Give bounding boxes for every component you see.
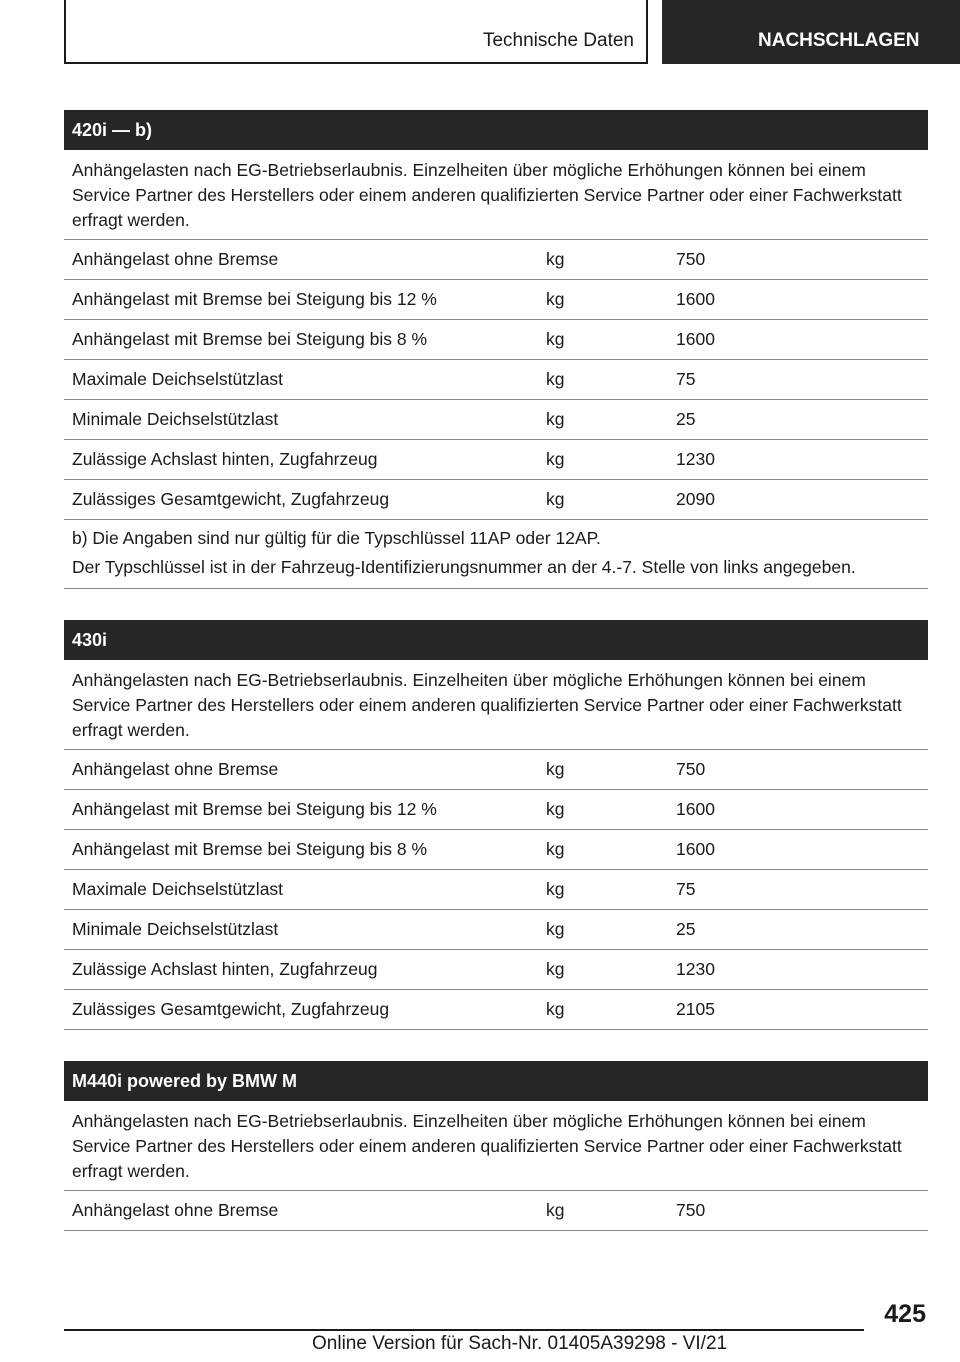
table-row <box>64 320 928 360</box>
block-title: M440i powered by BMW M <box>64 1061 928 1101</box>
page-header <box>0 0 960 66</box>
row-unit: kg <box>546 449 565 469</box>
row-label: Anhängelast mit Bremse bei Steigung bis 8 % <box>72 329 428 349</box>
row-unit: kg <box>546 799 565 819</box>
block-intro: Anhängelasten nach EG-Betriebserlaubnis. Einzelheiten über mögliche Erhöhungen können bei einem Service Partner des Herstellers oder einem anderen qualifizierten Service Partner oder einer Fachwerkstatt erfragt werden. <box>64 1101 928 1191</box>
row-label: Zulässiges Gesamtgewicht, Zugfahrzeug <box>72 999 390 1019</box>
row-value: 750 <box>676 249 706 269</box>
row-unit: kg <box>546 409 565 429</box>
footer-text: Online Version für Sach-Nr. 01405A39298 - VI/21 <box>312 1333 728 1354</box>
row-value: 1230 <box>676 449 715 469</box>
row-unit: kg <box>546 999 565 1019</box>
row-label: Anhängelast ohne Bremse <box>72 249 279 269</box>
row-unit: kg <box>546 1200 565 1220</box>
row-value: 750 <box>676 759 706 779</box>
table-row <box>64 950 928 990</box>
spec-block-420i <box>64 110 928 589</box>
row-unit: kg <box>546 329 565 349</box>
footnote: b) Die Angaben sind nur gültig für die Typschlüssel 11AP oder 12AP. <box>72 528 601 548</box>
header-section-box <box>64 0 648 64</box>
table-row <box>64 790 928 830</box>
block-title: 420i — b) <box>64 110 928 150</box>
row-label: Zulässiges Gesamtgewicht, Zugfahrzeug <box>72 489 390 509</box>
header-section-title: Technische Daten <box>482 30 634 51</box>
block-intro: Anhängelasten nach EG-Betriebserlaubnis. Einzelheiten über mögliche Erhöhungen können bei einem Service Partner des Herstellers oder einem anderen qualifizierten Service Partner oder einer Fachwerkstatt erfragt werden. <box>64 150 928 240</box>
row-unit: kg <box>546 759 565 779</box>
table-row <box>64 750 928 790</box>
row-label: Maximale Deichselstützlast <box>72 879 284 899</box>
row-label: Anhängelast mit Bremse bei Steigung bis 8 % <box>72 839 428 859</box>
row-value: 25 <box>676 409 696 429</box>
row-value: 1600 <box>676 289 715 309</box>
row-value: 1600 <box>676 799 715 819</box>
row-value: 1600 <box>676 329 715 349</box>
block-intro: Anhängelasten nach EG-Betriebserlaubnis. Einzelheiten über mögliche Erhöhungen können bei einem Service Partner des Herstellers oder einem anderen qualifizierten Service Partner oder einer Fachwerkstatt erfragt werden. <box>64 660 928 750</box>
row-value: 25 <box>676 919 696 939</box>
row-unit: kg <box>546 879 565 899</box>
block-title: 430i <box>64 620 928 660</box>
row-unit: kg <box>546 489 565 509</box>
row-label: Zulässige Achslast hinten, Zugfahrzeug <box>72 449 378 469</box>
table-row <box>64 240 928 280</box>
row-unit: kg <box>546 919 565 939</box>
row-label: Anhängelast ohne Bremse <box>72 759 279 779</box>
footnotes <box>64 520 928 589</box>
row-label: Minimale Deichselstützlast <box>72 409 279 429</box>
row-label: Minimale Deichselstützlast <box>72 919 279 939</box>
table-row <box>64 870 928 910</box>
footnote: Der Typschlüssel ist in der Fahrzeug-Identifizierungsnummer an der 4.-7. Stelle von links angegeben. <box>72 557 856 577</box>
row-unit: kg <box>546 839 565 859</box>
row-unit: kg <box>546 369 565 389</box>
table-row <box>64 990 928 1030</box>
row-label: Maximale Deichselstützlast <box>72 369 284 389</box>
table-row <box>64 440 928 480</box>
row-value: 1600 <box>676 839 715 859</box>
header-chapter-tab: NACHSCHLAGEN <box>662 0 960 64</box>
row-label: Anhängelast mit Bremse bei Steigung bis 12 % <box>72 289 437 309</box>
row-value: 2090 <box>676 489 715 509</box>
table-row <box>64 910 928 950</box>
spec-block-m440i <box>64 1061 928 1231</box>
row-value: 2105 <box>676 999 715 1019</box>
footer-divider <box>64 1329 864 1331</box>
spec-block-430i <box>64 620 928 1030</box>
row-value: 750 <box>676 1200 706 1220</box>
row-label: Anhängelast mit Bremse bei Steigung bis 12 % <box>72 799 437 819</box>
row-unit: kg <box>546 959 565 979</box>
table-row <box>64 280 928 320</box>
row-value: 75 <box>676 369 696 389</box>
table-row <box>64 400 928 440</box>
row-unit: kg <box>546 289 565 309</box>
page-number: 425 <box>884 1300 926 1328</box>
page-content <box>64 110 928 1262</box>
row-label: Zulässige Achslast hinten, Zugfahrzeug <box>72 959 378 979</box>
row-value: 1230 <box>676 959 715 979</box>
table-row <box>64 1191 928 1231</box>
row-unit: kg <box>546 249 565 269</box>
table-row <box>64 360 928 400</box>
table-row <box>64 480 928 520</box>
row-value: 75 <box>676 879 696 899</box>
row-label: Anhängelast ohne Bremse <box>72 1200 279 1220</box>
table-row <box>64 830 928 870</box>
